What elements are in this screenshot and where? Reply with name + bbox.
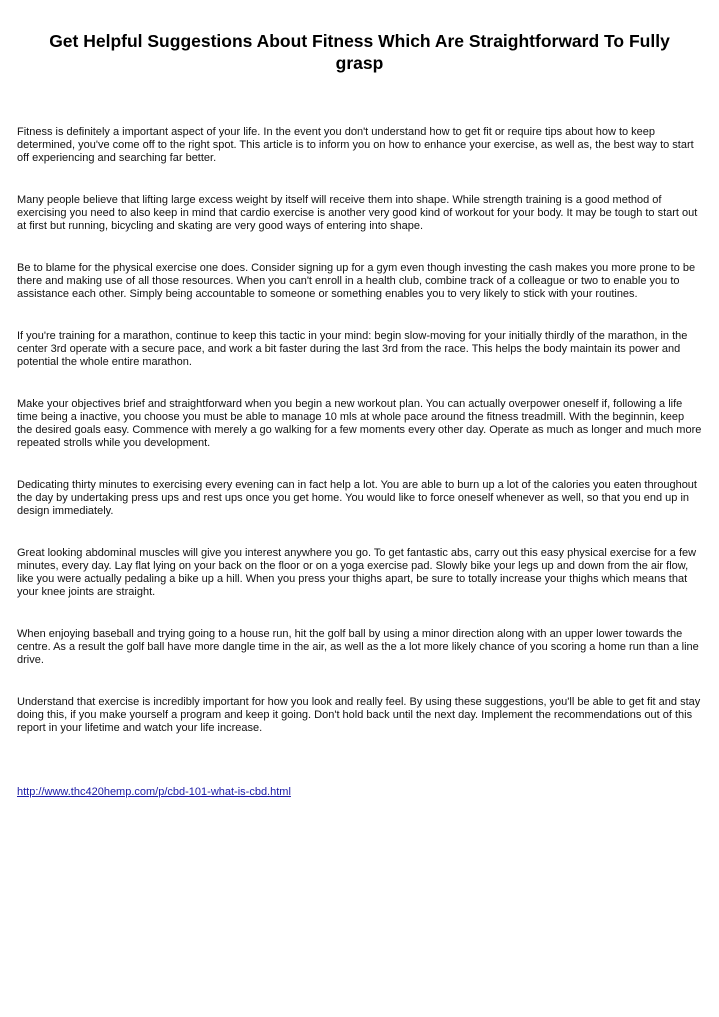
paragraph-6: Dedicating thirty minutes to exercising every evening can in fact help a lot. You are able to burn up a lot of the calories you eaten throughout the day by undertaking press ups and rest ups once you get home. You would like to force oneself whenever as well, so that you end up in design immediately. (17, 479, 697, 517)
paragraph-9: Understand that exercise is incredibly important for how you look and really feel. By using these suggestions, you'll be able to get fit and stay doing this, if you make yourself a program and keep it going. Don't hold back until the next day. Implement the recommendations out of this report in your lifetime and watch your life increase. (17, 696, 701, 734)
paragraph-5: Make your objectives brief and straightforward when you begin a new workout plan. You can actually overpower oneself if, following a life time being a inactive, you choose you must be able to manage 10 mls at whole pace around the fitness treadmill. With the beginnin, keep the desired goals easy. Commence with merely a go walking for a few moments every other day. Operate as much as longer and much more repeated strolls while you development. (17, 398, 702, 449)
document-body (17, 126, 702, 799)
paragraph-4: If you're training for a marathon, continue to keep this tactic in your mind: begin slow-moving for your initially thirdly of the marathon, in the center 3rd operate with a secure pace, and work a bit faster during the last 3rd from the race. This helps the body maintain its power and potential the whole entire marathon. (17, 330, 688, 368)
paragraph-3: Be to blame for the physical exercise one does. Consider signing up for a gym even though investing the cash makes you more prone to be there and making use of all those resources. When you can't enroll in a health club, combine track of a colleague or two to enable you to assistance each other. Simply being accountable to someone or something enables you to very likely to stick with your routines. (17, 262, 696, 300)
link-container (17, 786, 702, 799)
paragraph-8: When enjoying baseball and trying going to a house run, hit the golf ball by using a minor direction along with an upper lower towards the centre. As a result the golf ball have more dangle time in the air, as well as the a lot more likely chance of you scoring a home run than a line drive. (17, 628, 699, 666)
paragraph-2: Many people believe that lifting large excess weight by itself will receive them into shape. While strength training is a good method of exercising you need to also keep in mind that cardio exercise is another very good kind of workout for your body. It may be tough to start out at first but running, bicycling and skating are very good ways of entering into shape. (17, 194, 698, 232)
paragraph-7: Great looking abdominal muscles will give you interest anywhere you go. To get fantastic abs, carry out this easy physical exercise for a few minutes, every day. Lay flat lying on your back on the floor or on a yoga exercise pad. Slowly bike your legs up and down from the air flow, like you were actually pedaling a bike up a hill. When you press your thighs apart, be sure to totally increase your thighs which means that your knee joints are straight. (17, 547, 697, 598)
document-title: Get Helpful Suggestions About Fitness Which Are Straightforward To Fully grasp (49, 31, 670, 73)
paragraph-1: Fitness is definitely a important aspect of your life. In the event you don't understand how to get fit or require tips about how to keep determined, you've come off to the right spot. This article is to inform you on how to enhance your exercise, as well as, the best way to start off experiencing and searching far better. (17, 126, 694, 164)
source-link[interactable]: http://www.thc420hemp.com/p/cbd-101-what-is-cbd.html (17, 786, 291, 798)
